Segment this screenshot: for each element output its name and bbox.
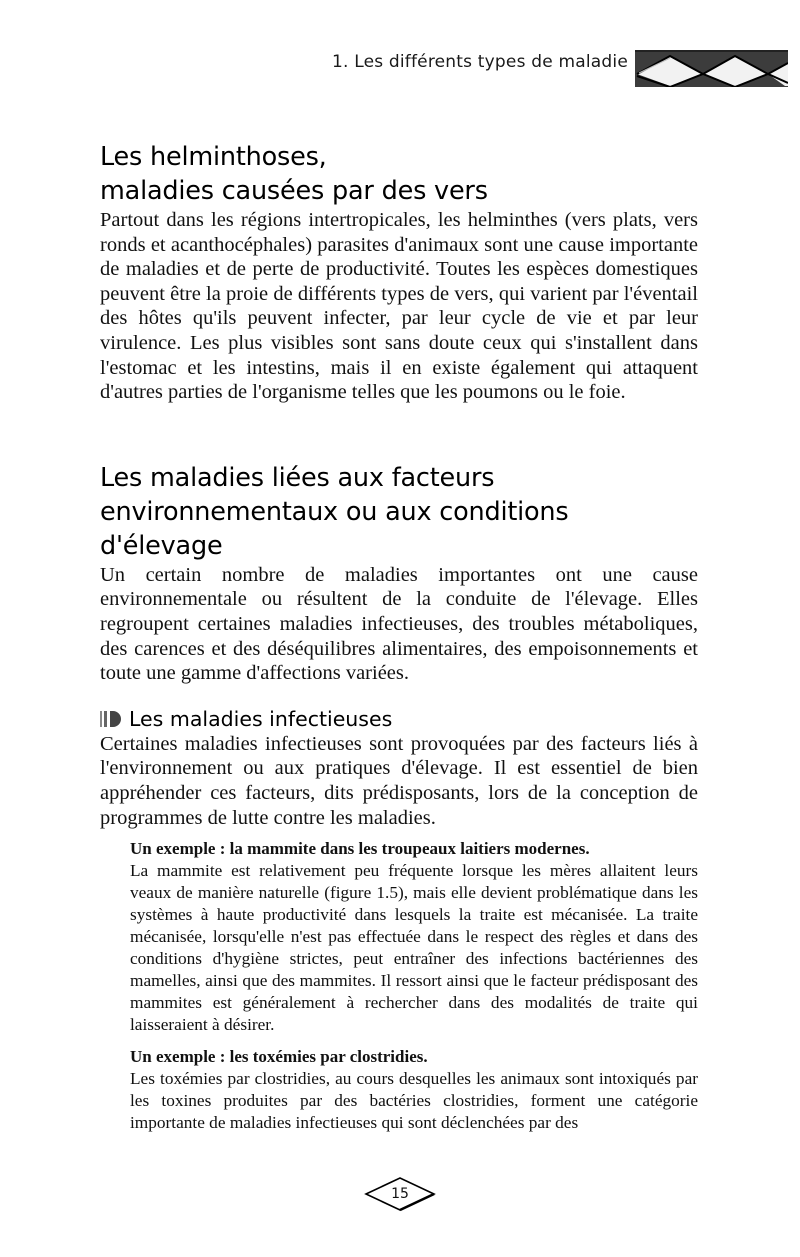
running-header-title: 1. Les différents types de maladie (331, 52, 628, 72)
example-block (130, 838, 698, 1036)
page-content (100, 140, 698, 1134)
example-block (130, 1046, 698, 1134)
section-environmental-diseases (100, 461, 698, 1134)
subsection-title-text: Les maladies infectieuses (129, 706, 393, 731)
section-title-line2: environnementaux ou aux conditions d'élevage (100, 496, 569, 561)
section-title (100, 461, 698, 563)
example-title: Un exemple : les toxémies par clostridies. (130, 1047, 428, 1067)
section-title-line2: maladies causées par des vers (100, 176, 488, 206)
example-title: Un exemple : la mammite dans les troupeaux laitiers modernes. (130, 839, 590, 859)
section-helminthoses (100, 140, 698, 405)
diamond-pattern-banner-icon (635, 50, 788, 87)
section-marker-icon (100, 710, 123, 728)
example-body: La mammite est relativement peu fréquente lorsque les mères allaitent leurs veaux de manière naturelle (figure 1.5), mais elle devient problématique dans les systèmes à haute productivité dans lesquels la traite est mécanisée. La traite mécanisée, lorsqu'elle n'est pas effectuée dans le respect des règles et dans des conditions d'hygiène strictes, peut entraîner des infections bactériennes des mamelles, ainsi que des mammites. Il ressort ainsi que le facteur prédisposant des mammites est généralement à rechercher dans des modalités de traite qui laisseraient à désirer. (130, 861, 698, 1035)
section-paragraph: Un certain nombre de maladies importantes ont une cause environnementale ou résultent de la conduite de l'élevage. Elles regroupent certaines maladies infectieuses, des troubles métaboliques, des carences et des déséquilibres alimentaires, des empoisonnements et toute une gamme d'affections variées. (100, 563, 698, 685)
section-title-line1: Les maladies liées aux facteurs (100, 462, 495, 493)
section-title (100, 140, 698, 208)
page-number (364, 1176, 436, 1212)
example-body: Les toxémies par clostridies, au cours desquelles les animaux sont intoxiqués par les toxines produites par des bactéries clostridies, forment une catégorie importante de maladies infectieuses qui sont déclenchées par des (130, 1069, 698, 1133)
subsection-paragraph: Certaines maladies infectieuses sont provoquées par des facteurs liés à l'environnement ou aux pratiques d'élevage. Il est essentiel de bien appréhender ces facteurs, dits prédisposants, lors de la conception de programmes de lutte contre les maladies. (100, 732, 698, 829)
section-title-line1: Les helminthoses, (100, 142, 327, 172)
subsection-title (100, 706, 698, 732)
section-paragraph: Partout dans les régions intertropicales, les helminthes (vers plats, vers ronds et acanthocéphales) parasites d'animaux sont une cause importante de maladies et de perte de productivité. Toutes les espèces domestiques peuvent être la proie de différents types de vers, qui varient par l'éventail des hôtes qu'ils peuvent infecter, par leur cycle de vie et par leur virulence. Les plus visibles sont sans doute ceux qui s'installent dans l'estomac et les intestins, mais il en existe également qui attaquent d'autres parties de l'organisme telles que les poumons ou le foie. (100, 209, 698, 404)
page-number-text: 15 (391, 1186, 409, 1202)
